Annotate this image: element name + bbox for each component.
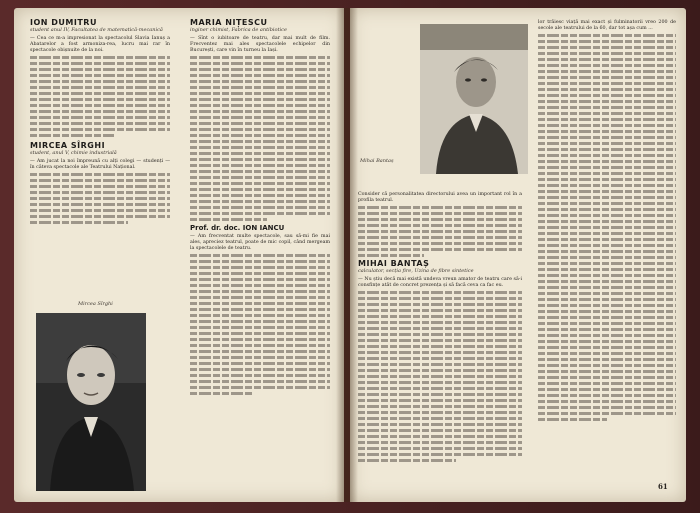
body-text-block [190,254,330,395]
paragraph-lead: — Am frecventat multe spectacole, sau să-mi fie mai ales, apreciez teatrul, poate de mic copil, când mergeam la spectacolele de teatru. [190,234,330,252]
paragraph-lead: Consider că personalitatea directorului avea un important rol în a profila teatrul. [358,192,522,203]
book-gutter [336,8,358,502]
person-name-mircea-sirghi: MIRCEA SÎRGHI [30,141,106,151]
photo-caption: Mihai Bantaș [360,158,394,164]
paragraph-lead: — Nu știu decă mai există undeva vreun amator de teatru care să-i consfințe atât de concret prezența și să facă ceva ca fac eu. [358,277,522,289]
page-number: 61 [658,482,668,491]
photo-caption: Mircea Sîrghi [78,301,113,307]
body-text-block [358,206,522,257]
person-name-ion-iancu: Prof. dr. doc. ION IANCU [190,224,285,233]
portrait-photo-mihai-bantas [420,24,528,174]
body-text-block [538,34,676,421]
portrait-image [420,24,528,174]
paragraph-lead: lor trăiesc viață mai exact și fulminatorii vreo 200 de secole ale teatrului de la 60, dar tot așa cum ... [538,20,676,31]
person-name-maria-nitescu: MARIA NIȚESCU [190,18,268,27]
left-column-2 [190,20,330,398]
paragraph-lead: — Sînt o iubitoare de teatru, dar mai mult de film. Frecventez mai ales spectacolele echipelor din București, care vin în turneu la Iași. [190,36,330,54]
body-text-block [30,173,170,224]
person-role: student anul IV, Facultatea de matematică-mecanică [30,27,163,34]
paragraph-lead: — Cea ce m-a impresionat la spectacolul Slavia Ianuș a Abatarelor a fost armoniza-rea, lucru mai rar în spectacole obișnuite de la noi. [30,36,170,54]
body-text-block [30,56,170,137]
portrait-image [36,313,146,491]
body-text-block [358,291,522,462]
paragraph-lead: — Am jucat la noi împreună cu alți colegi — studenți — în câteva spectacole ale Teatrului Național. [30,159,170,171]
body-text-block [190,56,330,221]
person-name-mihai-bantas: MIHAI BANTAȘ [358,259,430,268]
left-page [14,8,344,502]
right-column-2 [538,20,676,424]
right-page [350,8,686,502]
right-column-1 [358,192,522,465]
person-role: inginer chimist, Fabrica de antibiotice [190,27,287,34]
left-column-1 [30,20,170,227]
portrait-photo-mircea-sirghi [36,313,146,491]
person-name-ion-dumitru: ION DUMITRU [30,18,97,27]
person-role: calculator, secția fire, Uzina de fibre sintetice [358,268,474,275]
person-role: student, anul V, chimie industrială [30,150,117,157]
